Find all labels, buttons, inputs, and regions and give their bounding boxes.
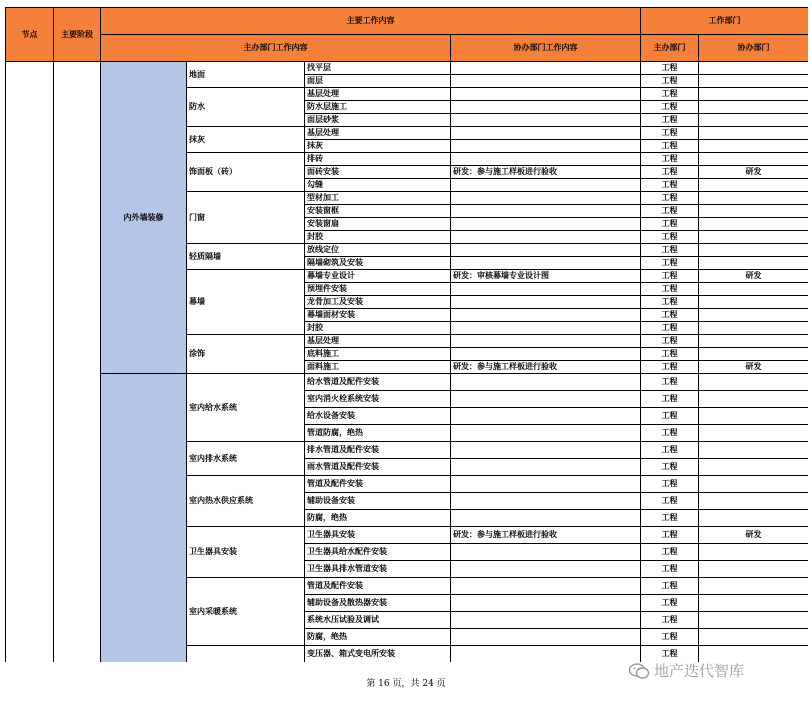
assist-dept-cell: 研发 (699, 166, 809, 179)
task-cell: 勾缝 (305, 179, 451, 192)
assist-dept-cell (699, 101, 809, 114)
header-node: 节点 (6, 8, 54, 62)
assist-dept-cell (699, 153, 809, 166)
assist-dept-cell (699, 493, 809, 510)
task-cell: 系统水压试验及调试 (305, 612, 451, 629)
assist-dept-cell (699, 322, 809, 335)
assist-dept-cell (699, 114, 809, 127)
lead-dept-cell: 工程 (641, 629, 699, 646)
table-body (6, 62, 809, 663)
assist-dept-cell (699, 442, 809, 459)
header-department: 工作部门 (641, 8, 809, 35)
group-name: 抹灰 (187, 127, 305, 153)
lead-dept-cell: 工程 (641, 140, 699, 153)
assist-dept-cell (699, 88, 809, 101)
lead-dept-cell: 工程 (641, 544, 699, 561)
node-cell (6, 62, 54, 663)
assist-work-cell (451, 101, 641, 114)
group-name: 门窗 (187, 192, 305, 244)
assist-dept-cell (699, 629, 809, 646)
task-cell: 预埋件安装 (305, 283, 451, 296)
task-cell: 卫生器具安装 (305, 527, 451, 544)
assist-dept-cell (699, 296, 809, 309)
assist-work-cell (451, 510, 641, 527)
assist-work-cell (451, 153, 641, 166)
page-footer: 第 16 页，共 24 页 (366, 679, 446, 689)
watermark (628, 660, 744, 681)
task-cell: 基层处理 (305, 88, 451, 101)
lead-dept-cell: 工程 (641, 205, 699, 218)
table-row (6, 62, 809, 75)
assist-dept-cell (699, 612, 809, 629)
lead-dept-cell: 工程 (641, 296, 699, 309)
group-name: 涂饰 (187, 335, 305, 374)
lead-dept-cell: 工程 (641, 257, 699, 270)
lead-dept-cell: 工程 (641, 114, 699, 127)
task-cell: 防腐，绝热 (305, 510, 451, 527)
lead-dept-cell: 工程 (641, 127, 699, 140)
assist-work-cell (451, 476, 641, 493)
lead-dept-cell: 工程 (641, 442, 699, 459)
assist-work-cell (451, 88, 641, 101)
lead-dept-cell: 工程 (641, 179, 699, 192)
header-main-work: 主要工作内容 (101, 8, 641, 35)
assist-work-cell (451, 544, 641, 561)
task-cell: 辅助设备及散热器安装 (305, 595, 451, 612)
assist-work-cell (451, 459, 641, 476)
assist-work-cell (451, 257, 641, 270)
assist-work-cell (451, 348, 641, 361)
assist-dept-cell: 研发 (699, 361, 809, 374)
header-lead-work: 主办部门工作内容 (101, 35, 451, 62)
assist-work-cell (451, 309, 641, 322)
assist-dept-cell (699, 335, 809, 348)
task-cell: 管道及配件安装 (305, 476, 451, 493)
group-name: 防水 (187, 88, 305, 127)
assist-dept-cell (699, 476, 809, 493)
work-table (5, 7, 808, 662)
lead-dept-cell: 工程 (641, 153, 699, 166)
assist-dept-cell (699, 140, 809, 153)
task-cell: 幕墙专业设计 (305, 270, 451, 283)
task-cell: 防腐，绝热 (305, 629, 451, 646)
group-name: 室内给水系统 (187, 374, 305, 442)
group-name: 轻质隔墙 (187, 244, 305, 270)
assist-work-cell (451, 322, 641, 335)
lead-dept-cell: 工程 (641, 612, 699, 629)
watermark-text: 地产迭代智库 (654, 662, 745, 680)
task-cell: 面砖安装 (305, 166, 451, 179)
assist-work-cell (451, 296, 641, 309)
task-cell: 基层处理 (305, 335, 451, 348)
assist-work-cell (451, 374, 641, 391)
assist-dept-cell (699, 309, 809, 322)
assist-work-cell (451, 612, 641, 629)
lead-dept-cell: 工程 (641, 218, 699, 231)
group-name: 室内采暖系统 (187, 578, 305, 646)
assist-work-cell (451, 75, 641, 88)
task-cell: 防水层施工 (305, 101, 451, 114)
task-cell: 排水管道及配件安装 (305, 442, 451, 459)
lead-dept-cell: 工程 (641, 408, 699, 425)
group-name: 室内热水供应系统 (187, 476, 305, 527)
group-name: 幕墙 (187, 270, 305, 335)
assist-dept-cell (699, 561, 809, 578)
lead-dept-cell: 工程 (641, 166, 699, 179)
task-cell: 管道防腐，绝热 (305, 425, 451, 442)
lead-dept-cell: 工程 (641, 493, 699, 510)
section-label: 内外墙装修 (101, 62, 187, 374)
assist-work-cell: 研发：审核幕墙专业设计图 (451, 270, 641, 283)
task-cell: 龙骨加工及安装 (305, 296, 451, 309)
lead-dept-cell: 工程 (641, 391, 699, 408)
assist-dept-cell (699, 391, 809, 408)
assist-work-cell (451, 646, 641, 663)
assist-dept-cell (699, 459, 809, 476)
lead-dept-cell: 工程 (641, 361, 699, 374)
task-cell: 管道及配件安装 (305, 578, 451, 595)
lead-dept-cell: 工程 (641, 578, 699, 595)
assist-work-cell: 研发：参与施工样板进行验收 (451, 361, 641, 374)
assist-work-cell (451, 140, 641, 153)
assist-work-cell (451, 244, 641, 257)
assist-work-cell (451, 561, 641, 578)
task-cell: 幕墙面材安装 (305, 309, 451, 322)
task-cell: 底料施工 (305, 348, 451, 361)
assist-dept-cell: 研发 (699, 527, 809, 544)
lead-dept-cell: 工程 (641, 283, 699, 296)
assist-dept-cell (699, 244, 809, 257)
task-cell: 放线定位 (305, 244, 451, 257)
header-lead-dept: 主办部门 (641, 35, 699, 62)
group-name: 饰面板（砖） (187, 153, 305, 192)
assist-work-cell (451, 127, 641, 140)
assist-dept-cell (699, 374, 809, 391)
assist-work-cell (451, 391, 641, 408)
lead-dept-cell: 工程 (641, 561, 699, 578)
task-cell: 型材加工 (305, 192, 451, 205)
lead-dept-cell: 工程 (641, 88, 699, 101)
lead-dept-cell: 工程 (641, 510, 699, 527)
assist-work-cell (451, 179, 641, 192)
assist-dept-cell (699, 75, 809, 88)
assist-work-cell (451, 192, 641, 205)
lead-dept-cell: 工程 (641, 459, 699, 476)
assist-work-cell: 研发：参与施工样板进行验收 (451, 166, 641, 179)
header-assist-work: 协办部门工作内容 (451, 35, 641, 62)
assist-dept-cell (699, 595, 809, 612)
lead-dept-cell: 工程 (641, 192, 699, 205)
assist-dept-cell (699, 231, 809, 244)
task-cell: 变压器、箱式变电所安装 (305, 646, 451, 663)
lead-dept-cell: 工程 (641, 75, 699, 88)
task-cell: 卫生器具排水管道安装 (305, 561, 451, 578)
assist-work-cell (451, 62, 641, 75)
lead-dept-cell: 工程 (641, 595, 699, 612)
header-assist-dept: 协办部门 (699, 35, 809, 62)
group-name (187, 646, 305, 663)
assist-work-cell (451, 283, 641, 296)
assist-dept-cell (699, 408, 809, 425)
task-cell: 面料施工 (305, 361, 451, 374)
spreadsheet-page (5, 7, 808, 662)
lead-dept-cell: 工程 (641, 646, 699, 663)
assist-work-cell (451, 205, 641, 218)
assist-work-cell (451, 425, 641, 442)
task-cell: 封胶 (305, 322, 451, 335)
task-cell: 基层处理 (305, 127, 451, 140)
assist-dept-cell (699, 192, 809, 205)
group-name: 卫生器具安装 (187, 527, 305, 578)
assist-work-cell (451, 231, 641, 244)
task-cell: 辅助设备安装 (305, 493, 451, 510)
group-name: 室内排水系统 (187, 442, 305, 476)
assist-work-cell (451, 408, 641, 425)
task-cell: 排砖 (305, 153, 451, 166)
lead-dept-cell: 工程 (641, 348, 699, 361)
task-cell: 隔墙砌筑及安装 (305, 257, 451, 270)
task-cell: 卫生器具给水配件安装 (305, 544, 451, 561)
lead-dept-cell: 工程 (641, 101, 699, 114)
lead-dept-cell: 工程 (641, 62, 699, 75)
lead-dept-cell: 工程 (641, 425, 699, 442)
assist-dept-cell (699, 127, 809, 140)
assist-work-cell (451, 335, 641, 348)
lead-dept-cell: 工程 (641, 270, 699, 283)
assist-dept-cell (699, 179, 809, 192)
wechat-logo-icon (628, 662, 650, 680)
lead-dept-cell: 工程 (641, 309, 699, 322)
assist-dept-cell (699, 218, 809, 231)
assist-dept-cell (699, 348, 809, 361)
lead-dept-cell: 工程 (641, 244, 699, 257)
task-cell: 面层 (305, 75, 451, 88)
lead-dept-cell: 工程 (641, 476, 699, 493)
lead-dept-cell: 工程 (641, 527, 699, 544)
assist-work-cell: 研发：参与施工样板进行验收 (451, 527, 641, 544)
task-cell: 封胶 (305, 231, 451, 244)
task-cell: 抹灰 (305, 140, 451, 153)
lead-dept-cell: 工程 (641, 335, 699, 348)
group-name: 地面 (187, 62, 305, 88)
lead-dept-cell: 工程 (641, 374, 699, 391)
task-cell: 室内消火栓系统安装 (305, 391, 451, 408)
lead-dept-cell: 工程 (641, 231, 699, 244)
task-cell: 给水管道及配件安装 (305, 374, 451, 391)
assist-work-cell (451, 114, 641, 127)
assist-work-cell (451, 493, 641, 510)
assist-work-cell (451, 218, 641, 231)
assist-dept-cell (699, 205, 809, 218)
assist-dept-cell (699, 578, 809, 595)
task-cell: 给水设备安装 (305, 408, 451, 425)
section-label (101, 374, 187, 663)
task-cell: 找平层 (305, 62, 451, 75)
stage-cell (54, 62, 101, 663)
assist-dept-cell (699, 544, 809, 561)
assist-dept-cell (699, 257, 809, 270)
task-cell: 面层砂浆 (305, 114, 451, 127)
assist-dept-cell (699, 283, 809, 296)
task-cell: 雨水管道及配件安装 (305, 459, 451, 476)
lead-dept-cell: 工程 (641, 322, 699, 335)
header-stage: 主要阶段 (54, 8, 101, 62)
assist-work-cell (451, 442, 641, 459)
task-cell: 安装窗框 (305, 205, 451, 218)
assist-dept-cell (699, 425, 809, 442)
assist-work-cell (451, 578, 641, 595)
assist-dept-cell: 研发 (699, 270, 809, 283)
assist-dept-cell (699, 510, 809, 527)
assist-work-cell (451, 595, 641, 612)
assist-work-cell (451, 629, 641, 646)
table-row (6, 374, 809, 391)
assist-dept-cell (699, 62, 809, 75)
task-cell: 安装窗扇 (305, 218, 451, 231)
